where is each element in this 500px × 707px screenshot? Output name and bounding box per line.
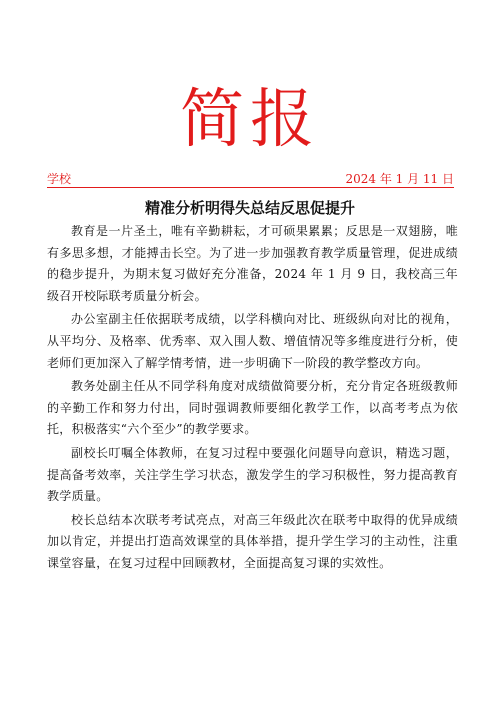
article-body [47,221,458,577]
masthead-title: 简报 [180,83,320,157]
article-headline: 精准分析明得失总结反思促提升 [144,199,355,217]
paragraph-4: 副校长叮嘱全体教师，在复习过程中要强化问题导向意识，精选习题，提高备考效率，关注学生学习状态，激发学生的学习积极性，努力提高教育教学质量。 [47,445,458,504]
paragraph-2: 办公室副主任依据联考成绩，以学科横向对比、班级纵向对比的视角，从平均分、及格率、优秀率、双入围人数、增值情况等多维度进行分析，使老师们更加深入了解学情考情，进一步明确下一阶段的教学整改方向。 [47,312,458,370]
issue-date: 2024 年 1 月 11 日 [345,172,454,186]
red-divider-line [47,187,454,188]
school-label: 学校 [47,172,72,186]
paragraph-3: 教务处副主任从不同学科角度对成绩做简要分析，充分肯定各班级教师的辛勤工作和努力付出，同时强调教师要细化教学工作，以高考考点为依托，积极落实“六个至少”的教学要求。 [47,379,458,437]
paragraph-5: 校长总结本次联考考试亮点，对高三年级此次在联考中取得的优异成绩加以肯定，并提出打造高效课堂的具体举措，提升学生学习的主动性，注重课堂容量，在复习过程中回顾教材，全面提高复习课的实效性。 [47,512,458,570]
meta-row [47,171,454,187]
paragraph-1: 教育是一片圣土，唯有辛勤耕耘，才可硕果累累；反思是一双翅膀，唯有多思多想，才能搏击长空。为了进一步加强教育教学质量管理，促进成绩的稳步提升，为期末复习做好充分准备，2024 年 1 月 9 日，我校高三年级召开校际联考质量分析会。 [47,224,458,303]
